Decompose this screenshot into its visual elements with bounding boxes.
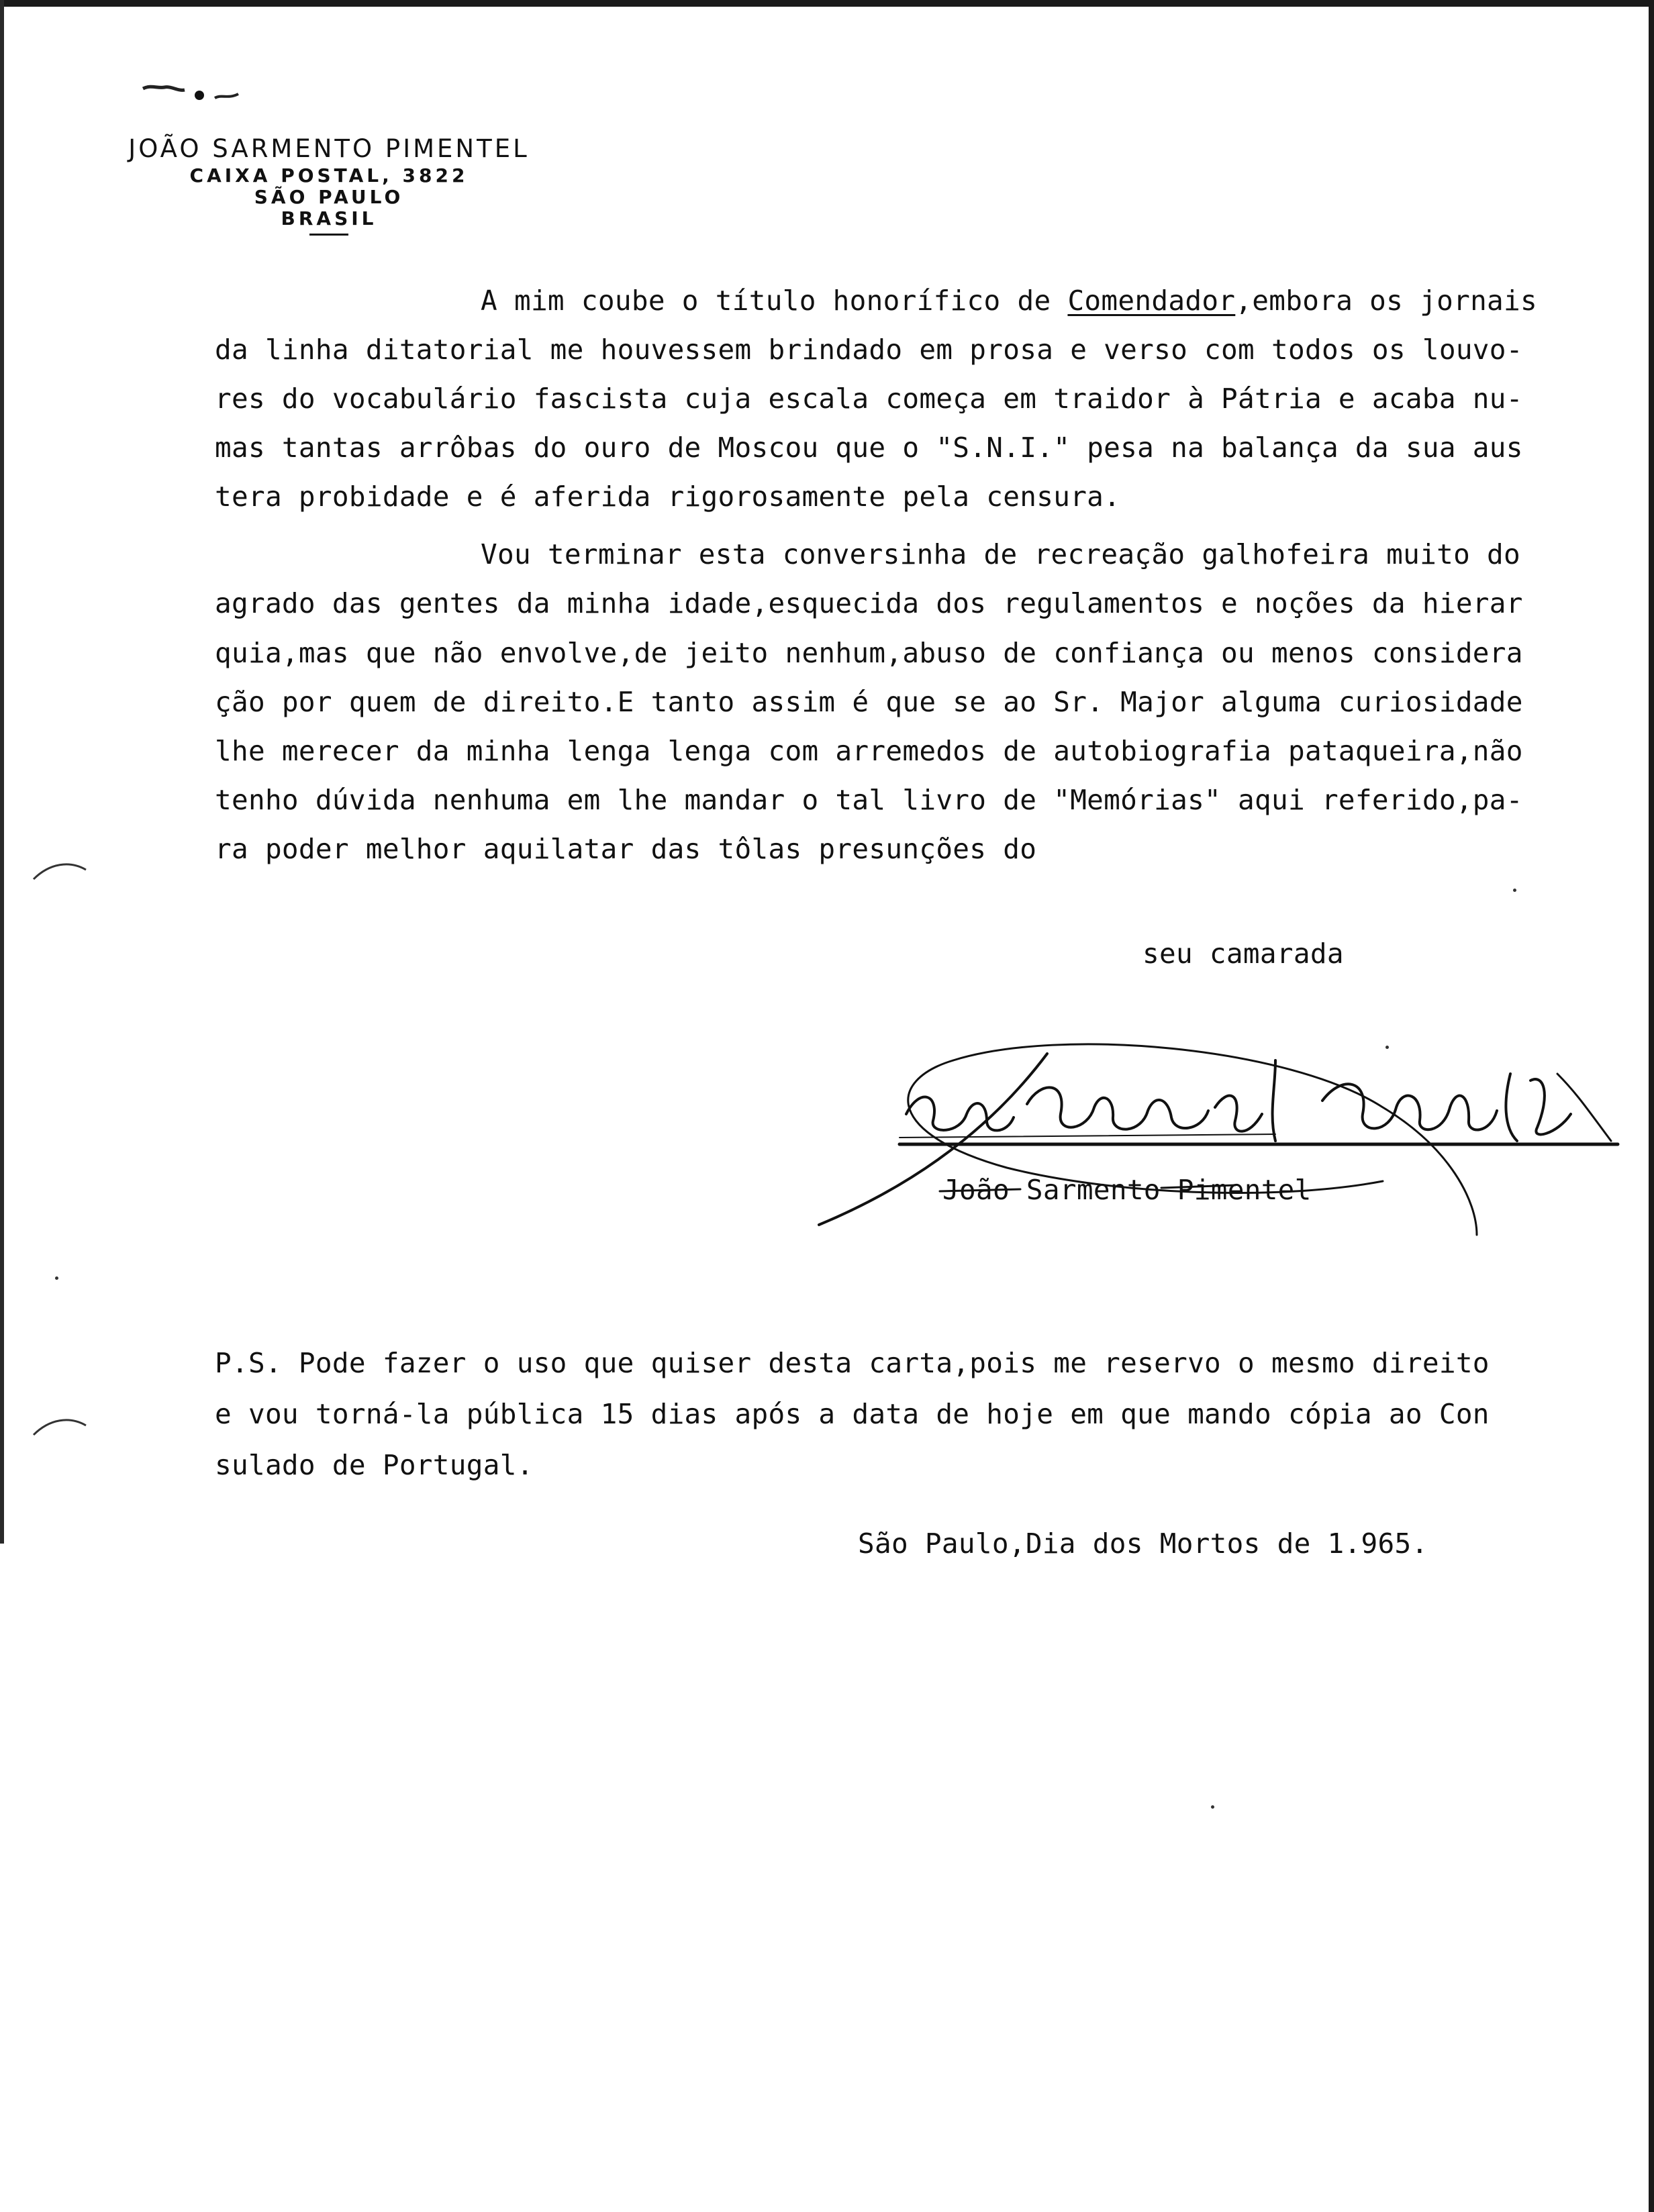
margin-mark-icon xyxy=(30,856,90,883)
paragraph-1-line-5: tera probidade e é aferida rigorosamente pela censura. xyxy=(215,481,1121,513)
postscript-line-2: e vou torná-la pública 15 dias após a data de hoje em que mando cópia ao Con xyxy=(215,1398,1490,1430)
paragraph-2-line-4: ção por quem de direito.E tanto assim é que se ao Sr. Major alguma curiosidade xyxy=(215,686,1523,718)
paragraph-1-line-2: da linha ditatorial me houvessem brindado em prosa e verso com todos os louvo- xyxy=(215,334,1523,366)
paragraph-2-line-1: Vou terminar esta conversinha de recreação galhofeira muito do xyxy=(481,538,1521,570)
postscript-line-3: sulado de Portugal. xyxy=(215,1449,534,1481)
dateline: São Paulo,Dia dos Mortos de 1.965. xyxy=(858,1527,1428,1560)
letterhead-city: SÃO PAULO xyxy=(254,186,404,208)
scan-speck xyxy=(55,1276,58,1280)
paragraph-1-line-4: mas tantas arrôbas do ouro de Moscou que o "S.N.I." pesa na balança da sua aus xyxy=(215,432,1523,464)
underlined-title: Comendador xyxy=(1067,285,1236,317)
paragraph-1-line-1 xyxy=(481,284,1537,317)
closing: seu camarada xyxy=(1142,938,1344,970)
margin-mark-icon xyxy=(30,1412,90,1439)
paragraph-1-line-3: res do vocabulário fascista cuja escala começa em traidor à Pátria e acaba nu- xyxy=(215,383,1523,415)
paragraph-2-line-3: quia,mas que não envolve,de jeito nenhum,abuso de confiança ou menos considera xyxy=(215,637,1523,669)
scan-speck xyxy=(1385,1046,1389,1049)
paragraph-2-line-6: tenho dúvida nenhuma em lhe mandar o tal livro de "Memórias" aqui referido,pa- xyxy=(215,784,1523,816)
handwritten-signature xyxy=(806,1034,1638,1242)
paragraph-2-line-5: lhe merecer da minha lenga lenga com arremedos de autobiografia pataqueira,não xyxy=(215,735,1523,767)
paragraph-2-line-7: ra poder melhor aquilatar das tôlas presunções do xyxy=(215,833,1037,865)
postscript-line-1: P.S. Pode fazer o uso que quiser desta carta,pois me reservo o mesmo direito xyxy=(215,1347,1490,1379)
letterhead-postal-box: CAIXA POSTAL, 3822 xyxy=(189,164,469,187)
letterhead-country: BRASIL xyxy=(281,207,377,230)
scan-speck xyxy=(1211,1805,1214,1809)
signature-typed-name: João Sarmento Pimentel xyxy=(942,1174,1312,1206)
paragraph-2-line-2: agrado das gentes da minha idade,esquecida dos regulamentos e noções da hierar xyxy=(215,587,1523,619)
scan-speck xyxy=(1513,889,1516,892)
text-run: ,embora os jornais xyxy=(1235,285,1538,317)
text-run: A mim coube o título honorífico de xyxy=(481,285,1068,317)
letterhead-name: JOÃO SARMENTO PIMENTEL xyxy=(128,134,530,163)
